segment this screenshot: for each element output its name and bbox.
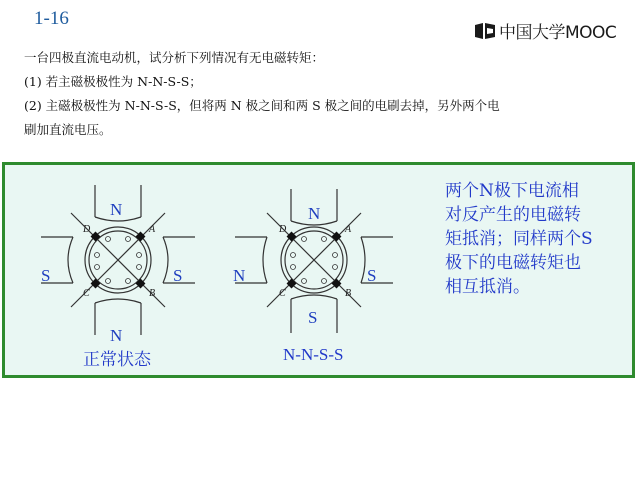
answer-box xyxy=(2,162,635,378)
brush-label-b: B xyxy=(345,288,352,299)
dc-machine-figure xyxy=(221,175,431,345)
brush-label-d: D xyxy=(83,224,91,235)
explanation-line: 极下的电磁转矩也 xyxy=(445,253,581,273)
problem-line: 刷加直流电压。 xyxy=(24,122,112,137)
mooc-logo-icon xyxy=(474,22,496,40)
brush-label-d: D xyxy=(279,224,287,235)
pole-label-bottom: S xyxy=(308,308,318,327)
brush-label-c: C xyxy=(83,288,90,299)
brush-label-c: C xyxy=(279,288,286,299)
pole-label-bottom: N xyxy=(110,326,123,345)
pole-label-left: S xyxy=(41,266,51,285)
explanation-line: 相互抵消。 xyxy=(445,277,530,297)
brush-label-a: A xyxy=(149,224,156,235)
problem-statement xyxy=(24,46,624,142)
explanation-text xyxy=(445,179,630,299)
machine-diagram-normal xyxy=(13,175,223,345)
machine-diagram-nnss xyxy=(221,175,431,345)
brush-label-a: A xyxy=(345,224,352,235)
explanation-line: 两个N极下电流相 xyxy=(445,181,579,201)
explanation-line: 矩抵消；同样两个S xyxy=(445,229,593,249)
dc-machine-figure xyxy=(13,175,223,345)
problem-line: 一台四极直流电动机，试分析下列情况有无电磁转矩： xyxy=(24,50,325,65)
problem-line: (1) 若主磁极极性为 N-N-S-S； xyxy=(24,74,202,89)
pole-label-top: N xyxy=(110,200,123,219)
problem-line: (2) 主磁极极性为 N-N-S-S，但将两 N 极之间和两 S 极之间的电刷去掉，另外两个电 xyxy=(24,98,500,113)
pole-label-left: N xyxy=(233,266,246,285)
pole-label-right: S xyxy=(173,266,183,285)
pole-label-right: S xyxy=(367,266,377,285)
mooc-logo xyxy=(474,18,616,43)
explanation-line: 对反产生的电磁转 xyxy=(445,205,581,225)
diagram-caption-nnss: N-N-S-S xyxy=(283,345,344,364)
pole-label-top: N xyxy=(308,204,321,223)
brush-label-b: B xyxy=(149,288,156,299)
slide-number: 1-16 xyxy=(34,8,69,29)
logo-text: 中国大学MOOC xyxy=(499,23,617,43)
diagram-caption-normal: 正常状态 xyxy=(83,350,151,369)
